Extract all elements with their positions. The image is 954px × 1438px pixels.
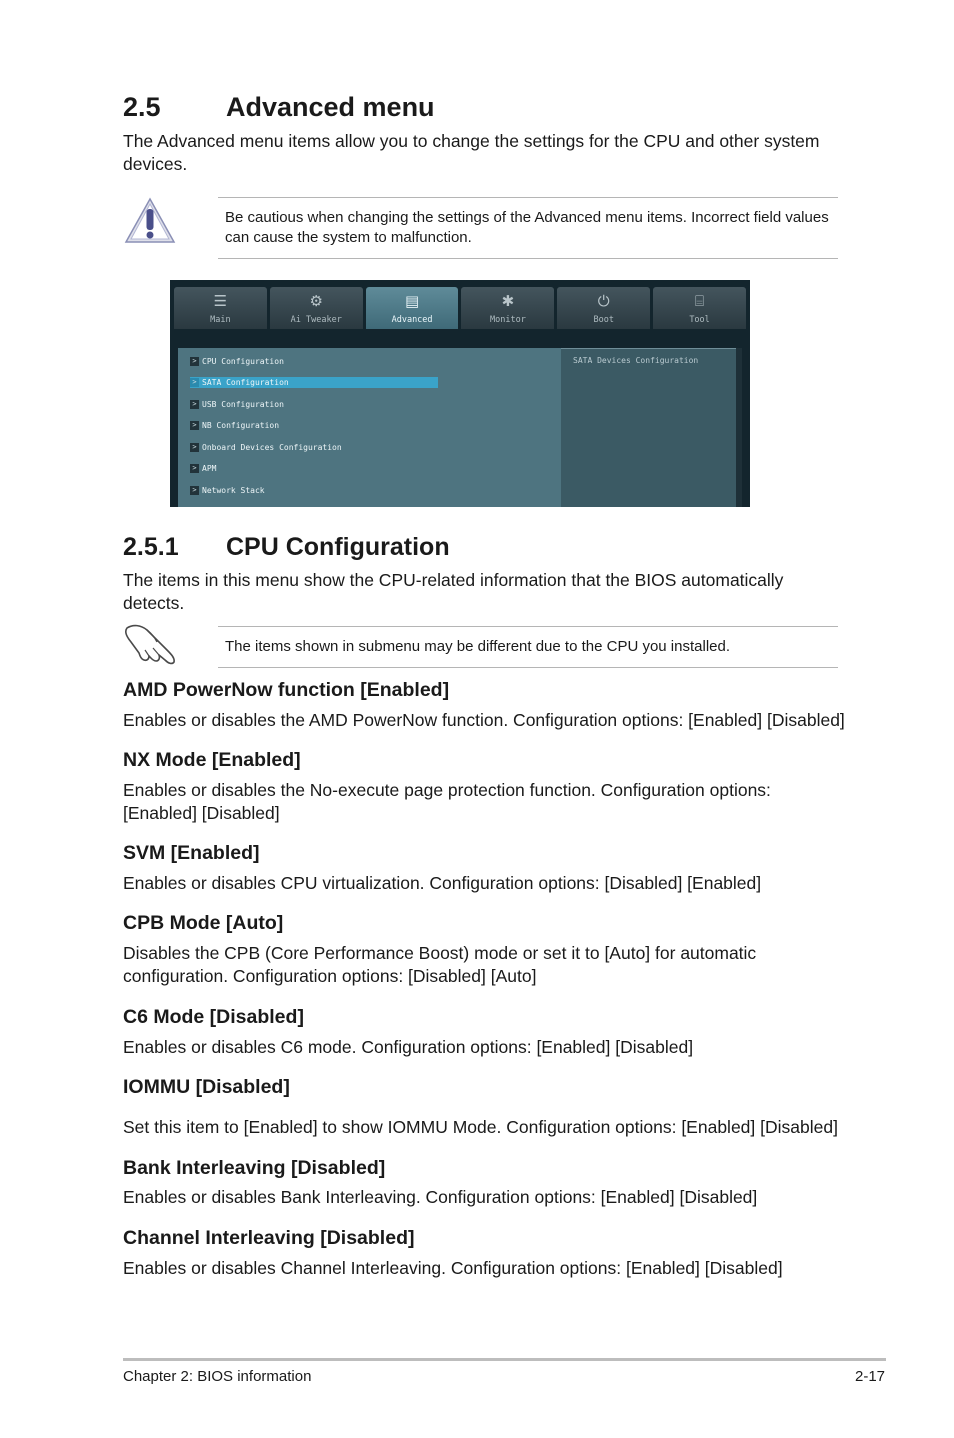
- item-heading-channel-interleaving: Channel Interleaving [Disabled]: [123, 1227, 415, 1249]
- bios-help-text: SATA Devices Configuration: [573, 356, 699, 365]
- bios-menu-item-nb[interactable]: [190, 420, 279, 431]
- section-title-text: CPU Configuration: [226, 533, 450, 561]
- chevron-right-icon: >: [190, 443, 199, 452]
- tool-icon: ⌸: [695, 292, 705, 310]
- chevron-right-icon: >: [190, 486, 199, 495]
- chevron-right-icon: >: [190, 378, 199, 387]
- item-heading-c6-mode: C6 Mode [Disabled]: [123, 1006, 304, 1028]
- item-heading-bank-interleaving: Bank Interleaving [Disabled]: [123, 1157, 386, 1179]
- caution-note: [218, 197, 838, 259]
- chevron-right-icon: >: [190, 400, 199, 409]
- info-note: [218, 626, 838, 668]
- bios-menu-label: APM: [202, 464, 217, 473]
- bios-menu-item-cpu[interactable]: [190, 356, 284, 367]
- bios-tab-label: Advanced: [391, 315, 433, 325]
- bios-tab-boot[interactable]: [557, 287, 650, 329]
- bios-menu-item-sata[interactable]: [190, 377, 438, 388]
- bios-tab-advanced[interactable]: [366, 287, 459, 329]
- note-text: The items shown in submenu may be different due to the CPU you installed.: [225, 638, 730, 655]
- bios-menu-label: Network Stack: [202, 486, 265, 495]
- bios-menu-item-apm[interactable]: [190, 463, 216, 474]
- bios-menu-item-onboard[interactable]: [190, 442, 342, 453]
- item-desc-svm: Enables or disables CPU virtualization. Configuration options: [Disabled] [Enabled]: [123, 873, 762, 893]
- bios-tab-label: Main: [210, 315, 231, 325]
- caution-text: Be cautious when changing the settings of the Advanced menu items. Incorrect field values can cause the system to malfunction.: [225, 209, 829, 246]
- item-desc-bank-interleaving: Enables or disables Bank Interleaving. Configuration options: [Enabled] [Disabled]: [123, 1187, 758, 1207]
- bios-help-panel: [561, 348, 736, 507]
- bios-screenshot: [170, 280, 750, 507]
- power-icon: ⏻: [597, 292, 610, 310]
- bios-tab-monitor[interactable]: [461, 287, 554, 329]
- note-hand-icon: [123, 620, 179, 666]
- section-number: 2.5: [123, 92, 161, 122]
- bios-tab-label: Ai Tweaker: [290, 315, 342, 325]
- footer-chapter: Chapter 2: BIOS information: [123, 1368, 312, 1385]
- bios-tab-bar: [174, 287, 746, 329]
- bios-menu-label: USB Configuration: [202, 400, 284, 409]
- bios-tab-label: Tool: [689, 315, 710, 325]
- list-icon: ☰: [213, 292, 228, 310]
- section-title-advanced: [123, 92, 435, 122]
- section-number: 2.5.1: [123, 533, 179, 561]
- bios-tab-main[interactable]: [174, 287, 267, 329]
- cpu-intro: The items in this menu show the CPU-related information that the BIOS automatically detects.: [123, 570, 784, 613]
- chevron-right-icon: >: [190, 464, 199, 473]
- bios-tab-ai-tweaker[interactable]: [270, 287, 363, 329]
- item-desc-iommu: Set this item to [Enabled] to show IOMMU Mode. Configuration options: [Enabled] [Disabled]: [123, 1117, 838, 1137]
- bios-tab-tool[interactable]: [653, 287, 746, 329]
- bios-help-divider: [561, 348, 736, 349]
- item-desc-c6-mode: Enables or disables C6 mode. Configuration options: [Enabled] [Disabled]: [123, 1037, 694, 1057]
- footer-page-number: 2-17: [855, 1368, 886, 1385]
- bios-menu-item-usb[interactable]: [190, 399, 284, 410]
- bios-menu-label: NB Configuration: [202, 421, 280, 430]
- bios-menu-label: Onboard Devices Configuration: [202, 443, 342, 452]
- section-title-cpu: [123, 532, 450, 562]
- footer-rule: [123, 1358, 886, 1361]
- item-desc-channel-interleaving: Enables or disables Channel Interleaving. Configuration options: [Enabled] [Disabled]: [123, 1258, 783, 1278]
- item-desc-cpb-mode: Disables the CPB (Core Performance Boost) mode or set it to [Auto] for automatic configuration. Configuration options: [Disabled] [Auto]: [123, 943, 757, 986]
- item-desc-nx-mode: Enables or disables the No-execute page protection function. Configuration options: [Enabled] [Disabled]: [123, 780, 771, 823]
- bios-menu-item-network[interactable]: [190, 485, 265, 496]
- bios-menu-label: SATA Configuration: [202, 378, 289, 387]
- chevron-right-icon: >: [190, 357, 199, 366]
- bios-scrollbar[interactable]: [736, 348, 742, 507]
- bios-tab-label: Monitor: [489, 315, 526, 325]
- bios-tab-label: Boot: [593, 315, 614, 325]
- caution-icon: [123, 196, 177, 246]
- advanced-intro: The Advanced menu items allow you to change the settings for the CPU and other system devices.: [123, 131, 820, 174]
- tweaker-icon: ⚙: [309, 292, 323, 310]
- item-heading-svm: SVM [Enabled]: [123, 842, 260, 864]
- item-desc-amd-powernow: Enables or disables the AMD PowerNow function. Configuration options: [Enabled] [Disabled]: [123, 710, 845, 730]
- advanced-icon: ▤: [404, 292, 420, 310]
- section-title-text: Advanced menu: [226, 92, 435, 122]
- bios-menu-label: CPU Configuration: [202, 357, 284, 366]
- monitor-icon: ✱: [501, 292, 515, 310]
- item-heading-iommu: IOMMU [Disabled]: [123, 1076, 290, 1098]
- item-heading-cpb-mode: CPB Mode [Auto]: [123, 912, 284, 934]
- chevron-right-icon: >: [190, 421, 199, 430]
- item-heading-nx-mode: NX Mode [Enabled]: [123, 749, 301, 771]
- item-heading-amd-powernow: AMD PowerNow function [Enabled]: [123, 679, 450, 701]
